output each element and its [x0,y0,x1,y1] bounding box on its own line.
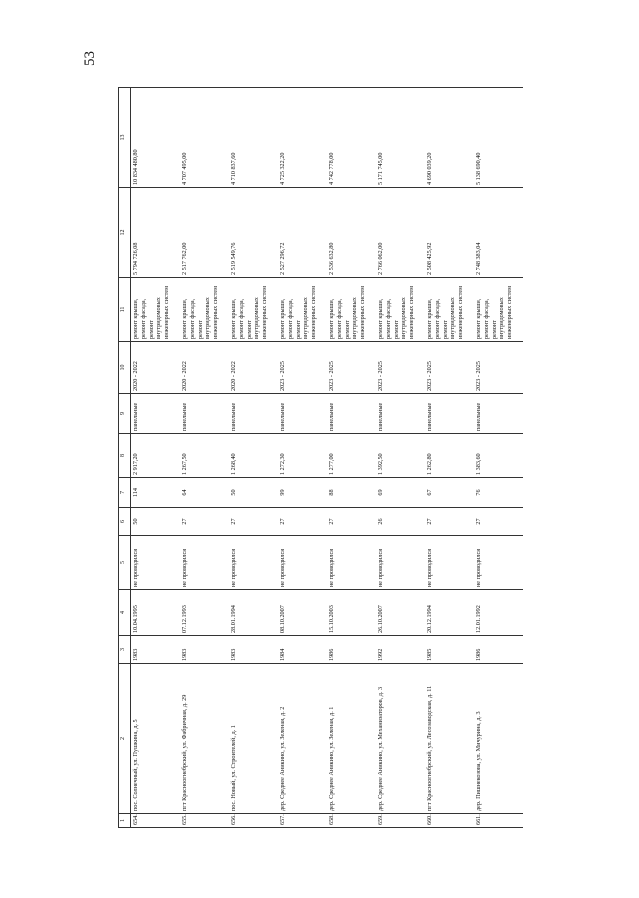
floors-cell: 50 [131,508,181,536]
total-cost: 4 742 778,00 [327,88,376,188]
wall-material: панельные [425,394,474,434]
area-cell: 1 267,50 [180,434,229,478]
privatization-date: 15.10.2003 [327,590,376,636]
table-sheet [118,88,538,828]
apartments-cell: 99 [278,478,327,508]
column-header-2: 2 [119,664,131,814]
column-header-12: 12 [119,188,131,278]
apartments-cell: 76 [474,478,523,508]
table-row [376,88,425,828]
repair-cost: 2 517 762,00 [180,188,229,278]
column-header-7: 7 [119,478,131,508]
row-number: 658. [327,814,376,828]
column-header-3: 3 [119,636,131,664]
area-cell: 2 917,20 [131,434,181,478]
column-header-5: 5 [119,536,131,590]
area-cell: 1 262,80 [425,434,474,478]
column-header-6: 6 [119,508,131,536]
table-row [425,88,474,828]
total-cost: 4 707 495,00 [180,88,229,188]
repair-cost: 2 527 296,72 [278,188,327,278]
repair-period: 2023 - 2025 [376,342,425,394]
column-header-1: 1 [119,814,131,828]
repair-period: 2023 - 2025 [474,342,523,394]
apartments-cell: 69 [376,478,425,508]
build-year: 1983 [131,636,181,664]
address: дер. Пишнекозова, ул. Мичурина, д. 3 [474,664,523,814]
repair-cost: 2 508 425,92 [425,188,474,278]
works-list: ремонт крыши, ремонт фасада, ремонт внутридомовых инженерных систем [425,278,474,342]
build-year: 1986 [474,636,523,664]
repair-period: 2020 - 2022 [180,342,229,394]
column-header-8: 8 [119,434,131,478]
privatization-date: 12.01.1992 [474,590,523,636]
table-row [474,88,523,828]
repair-period: 2023 - 2025 [278,342,327,394]
repair-status: не проводился [327,536,376,590]
floors-cell: 27 [180,508,229,536]
repair-status: не проводился [474,536,523,590]
works-list: ремонт крыши, ремонт фасада, ремонт внутридомовых инженерных систем [278,278,327,342]
repair-status: не проводился [131,536,181,590]
repair-status: не проводился [180,536,229,590]
row-number: 655. [180,814,229,828]
floors-cell: 27 [229,508,278,536]
address: пгт Красноогнебрский, ул. Лесозаводская, д. 11 [425,664,474,814]
build-year: 1984 [278,636,327,664]
repair-cost: 2 748 383,04 [474,188,523,278]
total-cost: 4 710 837,60 [229,88,278,188]
area-cell: 1 383,60 [474,434,523,478]
wall-material: панельные [229,394,278,434]
build-year: 1983 [229,636,278,664]
table-row [327,88,376,828]
works-list: ремонт крыши, ремонт фасада, ремонт внутридомовых инженерных систем [376,278,425,342]
row-number: 661. [474,814,523,828]
area-cell: 1 272,30 [278,434,327,478]
repair-period: 2023 - 2025 [327,342,376,394]
build-year: 1983 [180,636,229,664]
privatization-date: 08.10.2007 [278,590,327,636]
total-cost: 5 138 690,40 [474,88,523,188]
table-body [131,88,524,828]
column-header-10: 10 [119,342,131,394]
wall-material: панельные [278,394,327,434]
column-header-11: 11 [119,278,131,342]
wall-material: панельные [327,394,376,434]
table-row [278,88,327,828]
table-row [180,88,229,828]
table-header-row [119,88,131,828]
privatization-date: 28.01.1994 [229,590,278,636]
area-cell: 1 277,00 [327,434,376,478]
repair-cost: 5 794 726,08 [131,188,181,278]
floors-cell: 27 [327,508,376,536]
total-cost: 10 834 480,80 [131,88,181,188]
repair-cost: 2 766 062,00 [376,188,425,278]
column-header-4: 4 [119,590,131,636]
rotated-table-container [118,88,538,828]
floors-cell: 27 [474,508,523,536]
works-list: ремонт крыши, ремонт фасада, ремонт внутридомовых инженерных систем [474,278,523,342]
apartments-cell: 50 [229,478,278,508]
privatization-date: 10.04.1995 [131,590,181,636]
repair-period: 2020 - 2022 [131,342,181,394]
total-cost: 5 171 745,00 [376,88,425,188]
row-number: 659. [376,814,425,828]
row-number: 657. [278,814,327,828]
repair-period: 2023 - 2025 [425,342,474,394]
repair-status: не проводился [229,536,278,590]
repair-status: не проводился [376,536,425,590]
repair-status: не проводился [278,536,327,590]
area-cell: 1 268,40 [229,434,278,478]
apartments-cell: 67 [425,478,474,508]
build-year: 1986 [327,636,376,664]
privatization-date: 26.10.2007 [376,590,425,636]
floors-cell: 27 [278,508,327,536]
repair-period: 2020 - 2022 [229,342,278,394]
address: пос. Новый, ул. Строителей, д. 1 [229,664,278,814]
row-number: 654. [131,814,181,828]
table-row [229,88,278,828]
floors-cell: 27 [425,508,474,536]
address: пос. Солнечный, ул. Пушкина, д. 5 [131,664,181,814]
privatization-date: 07.12.1993 [180,590,229,636]
column-header-9: 9 [119,394,131,434]
row-number: 656. [229,814,278,828]
wall-material: панельные [180,394,229,434]
total-cost: 4 690 039,20 [425,88,474,188]
repair-status: не проводился [425,536,474,590]
wall-material: панельные [131,394,181,434]
address: дер. Среднее Аникино, ул. Зеленая, д. 1 [327,664,376,814]
build-year: 1985 [425,636,474,664]
works-list: ремонт крыши, ремонт фасада, ремонт внутридомовых инженерных систем [131,278,181,342]
floors-cell: 26 [376,508,425,536]
address: пгт Красноогнебрский, ул. Фабричная, д. 29 [180,664,229,814]
privatization-date: 20.12.1994 [425,590,474,636]
table-row [131,88,181,828]
address: дер. Среднее Аникино, ул. Механизаторов, д. 3 [376,664,425,814]
page-number: 53 [82,51,98,66]
wall-material: панельные [474,394,523,434]
row-number: 660. [425,814,474,828]
apartments-cell: 88 [327,478,376,508]
housing-repair-table [118,87,523,828]
repair-cost: 2 519 549,76 [229,188,278,278]
wall-material: панельные [376,394,425,434]
works-list: ремонт крыши, ремонт фасада, ремонт внутридомовых инженерных систем [180,278,229,342]
apartments-cell: 114 [131,478,181,508]
apartments-cell: 64 [180,478,229,508]
build-year: 1992 [376,636,425,664]
column-header-13: 13 [119,88,131,188]
works-list: ремонт крыши, ремонт фасада, ремонт внутридомовых инженерных систем [229,278,278,342]
address: дер. Среднее Аникино, ул. Зеленая, д. 2 [278,664,327,814]
area-cell: 1 392,50 [376,434,425,478]
works-list: ремонт крыши, ремонт фасада, ремонт внутридомовых инженерных систем [327,278,376,342]
repair-cost: 2 536 632,80 [327,188,376,278]
total-cost: 4 725 322,20 [278,88,327,188]
